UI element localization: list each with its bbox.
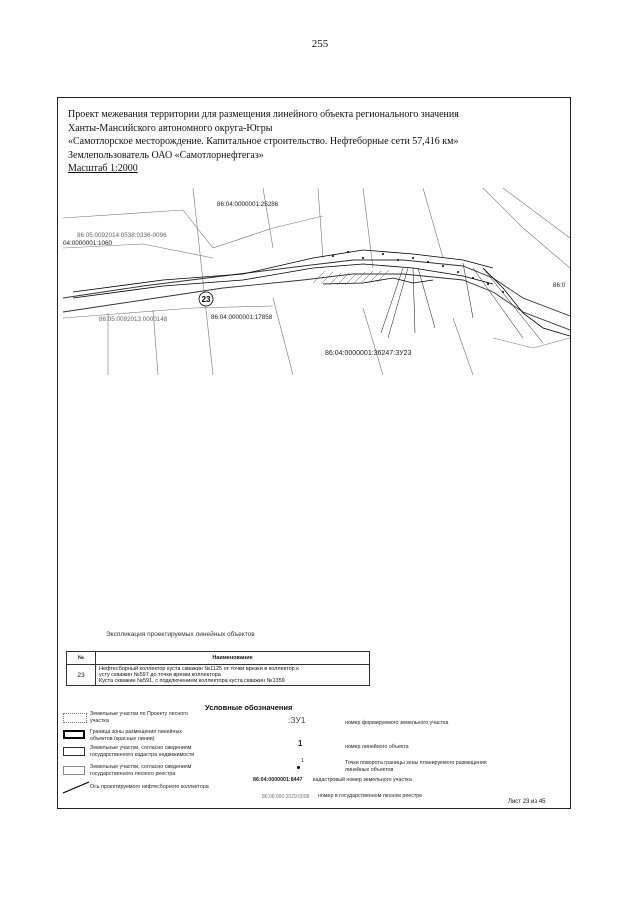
legend-item-cadastral-number: кадастровый номер земельного участка: [313, 777, 412, 783]
grey-box-icon: [63, 766, 85, 775]
page-number: 255: [311, 38, 329, 50]
header-scale: Масштаб 1:2000: [68, 163, 138, 174]
legend-title: Условные обозначения: [205, 703, 293, 712]
legend-item-pipeline-axis: Ось проектируемого нефтесборного коллектора: [90, 784, 209, 790]
object-number-marker: [199, 292, 213, 306]
cell-number: 23: [67, 665, 96, 686]
label-parcel-top: 86:04:0000001:25286: [217, 201, 279, 208]
legend-item-cadastre-plots: Земельные участки, согласно сведениям государственного кадастра недвижимости: [90, 745, 195, 758]
table-row: [67, 665, 370, 686]
legend-item-plot-number: номер формируемого земельного участка: [345, 720, 449, 726]
legend-symbol-forest-number: 86:06:000:2029:0008: [262, 794, 310, 800]
legend-item-corridor-boundary: Граница зоны размещения линейных объектов (красные линии): [90, 729, 182, 742]
label-parcel-bottom-left: 86:05:0092013:0000148: [99, 316, 168, 323]
legend-item-project-plots: Земельные участки по Проекту лесного участка: [90, 711, 188, 724]
table-header-row: [67, 652, 370, 665]
explication-table: [66, 651, 370, 686]
dotted-box-icon: [63, 713, 87, 723]
legend-item-turn-point: Точки поворота границы зоны планируемого размещения линейных объектов: [345, 760, 487, 773]
legend-item-forest-plots: Земельные участки, согласно сведениям государственного лесного реестра: [90, 764, 192, 777]
legend-symbol-turn-point: 1: [301, 758, 304, 764]
bold-box-icon: [63, 730, 85, 739]
header-line-2: Ханты-Мансийского автономного округа-Югры: [68, 122, 273, 134]
header-line-1: Проект межевания территории для размещения линейного объекта регионального значения: [68, 109, 459, 120]
column-number: №: [67, 652, 96, 665]
document-header: [68, 108, 563, 176]
legend-symbol-plot-number: :ЗУ1: [288, 715, 306, 725]
header-line-3: «Самотлорское месторождение. Капитальное строительство. Нефтеборные сети 57,416 км»: [68, 136, 459, 147]
legend-item-object-number: номер линейного объекта: [345, 744, 409, 750]
cell-name: [96, 665, 370, 686]
cell-name-line-3: Куста скважин №591, с подключением коллектора куста скважин №1359: [99, 678, 285, 684]
thin-box-icon: [63, 747, 85, 756]
sheet-number: Лист 23 из 45: [508, 799, 546, 805]
label-parcel-right: 86:0: [553, 282, 566, 289]
label-parcel-bottom-mid: 86:04:0000001:17858: [211, 314, 273, 321]
legend-item-forest-number: номер в государственном лесном реестре: [318, 793, 423, 799]
label-parcel-bottom-right: 86:04:0000001:36247:ЗУ23: [325, 350, 412, 357]
header-line-4: Землепользователь ОАО «Самотлорнефтегаз»: [68, 149, 264, 161]
column-name: Наименование: [96, 652, 370, 665]
label-parcel-left: 04:0000001:1060: [63, 240, 113, 247]
map-drawing: [63, 188, 570, 375]
cell-name-line-2: усту скважин №597 до точки врезки коллектора: [99, 672, 221, 678]
pipeline-axis-icon: [62, 780, 90, 794]
label-parcel-left-top: 86:05:0092014:0538:0336-0096: [77, 232, 167, 239]
legend-symbol-object-number: 1: [298, 739, 303, 748]
turn-point-icon: [297, 766, 300, 769]
cadastral-map: [63, 188, 570, 375]
explication-title: Экспликация проектируемых линейных объектов: [106, 631, 255, 638]
object-number: 23: [201, 295, 211, 304]
cell-name-line-1: Нефтесборный коллектор куста скважин №1125 от точки врезки в коллектор к: [99, 666, 299, 672]
legend-symbol-cadastral-number: 86:04:0000001:8447: [253, 777, 303, 783]
